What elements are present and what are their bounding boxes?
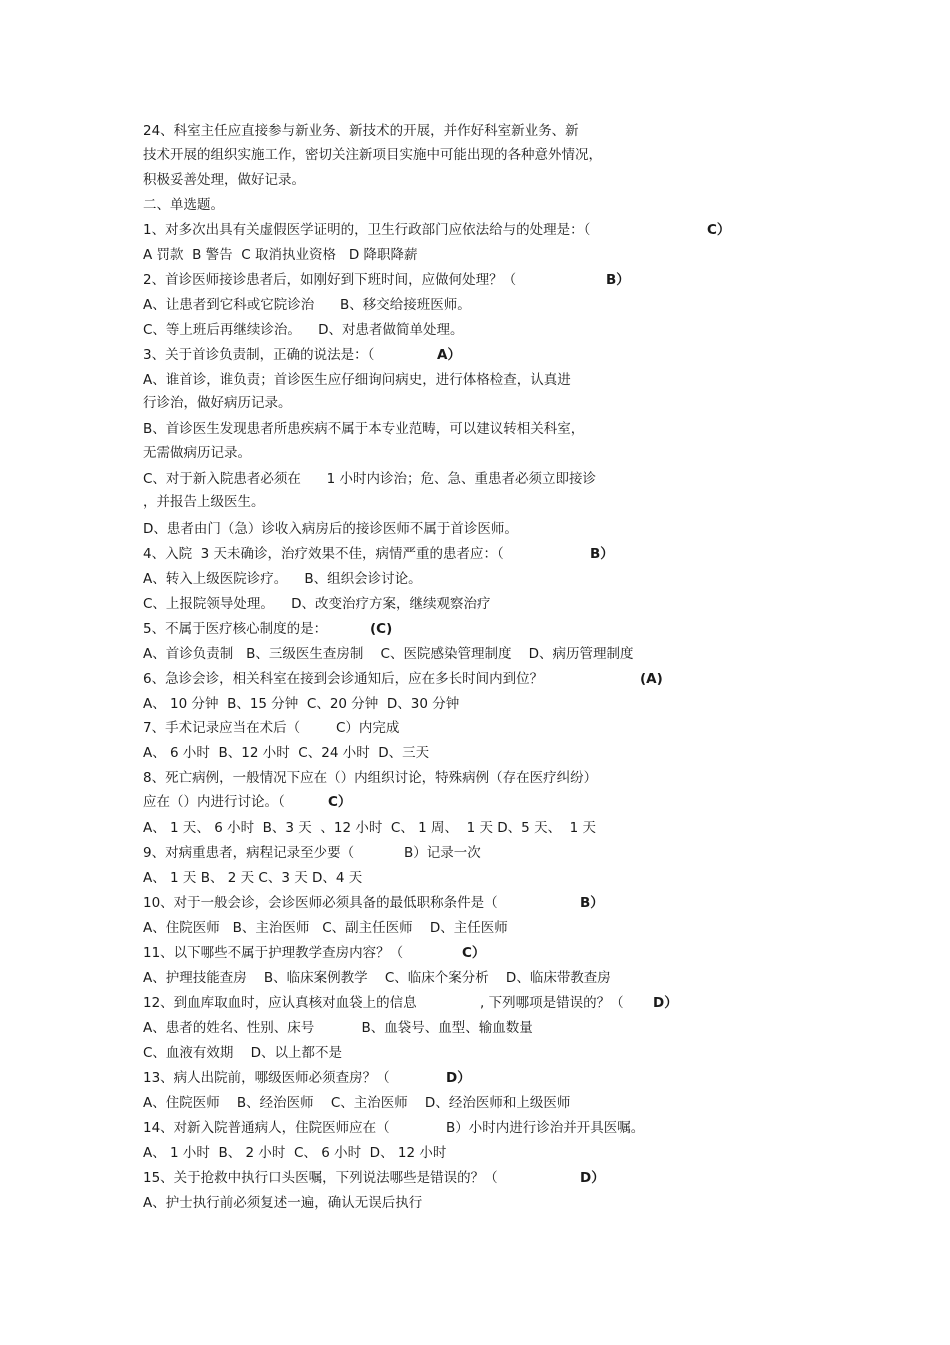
question-5: 5、不属于医疗核心制度的是： <box>143 621 328 637</box>
options-3: 无需做病历记录。 <box>143 445 251 461</box>
options-8: A、 1 天、 6 小时 B、3 天 、12 小时 C、 1 周、 1 天 D、5 天、 1 天 <box>143 820 597 836</box>
text-line: 24、科室主任应直接参与新业务、新技术的开展，并作好科室新业务、新 <box>143 123 579 139</box>
text-line: 积极妥善处理，做好记录。 <box>143 172 305 188</box>
answer-5: (C) <box>370 621 393 637</box>
answer-14: B）小时内进行诊治并开具医嘱。 <box>446 1120 645 1136</box>
answer-4: B） <box>590 546 614 562</box>
options-4: C、上报院领导处理。 D、改变治疗方案，继续观察治疗 <box>143 596 491 612</box>
answer-12: D） <box>653 995 678 1011</box>
options-3: A、谁首诊，谁负责；首诊医生应仔细询问病史，进行体格检查，认真进 <box>143 372 571 388</box>
answer-13: D） <box>446 1070 471 1086</box>
options-2: C、等上班后再继续诊治。 D、对患者做简单处理。 <box>143 322 464 338</box>
options-9: A、 1 天 B、 2 天 C、3 天 D、4 天 <box>143 870 363 886</box>
answer-15: D） <box>580 1170 605 1186</box>
question-10: 10、对于一般会诊，会诊医师必须具备的最低职称条件是（ <box>143 895 498 911</box>
options-3: D、患者由门（急）诊收入病房后的接诊医师不属于首诊医师。 <box>143 521 518 537</box>
question-3: 3、关于首诊负责制，正确的说法是：（ <box>143 347 375 363</box>
answer-3: A） <box>437 347 461 363</box>
options-3: C、对于新入院患者必须在 1 小时内诊治；危、急、重患者必须立即接诊 <box>143 471 597 487</box>
section-heading: 二、单选题。 <box>143 197 224 213</box>
options-13: A、住院医师 B、经治医师 C、主治医师 D、经治医师和上级医师 <box>143 1095 571 1111</box>
question-12-continued: , 下列哪项是错误的？（ <box>480 995 624 1011</box>
options-12: A、患者的姓名、性别、床号 B、血袋号、血型、输血数量 <box>143 1020 533 1036</box>
answer-7: C）内完成 <box>336 720 400 736</box>
options-3: 行诊治，做好病历记录。 <box>143 395 292 411</box>
question-12: 12、到血库取血时，应认真核对血袋上的信息 <box>143 995 417 1011</box>
options-2: A、让患者到它科或它院诊治 B、移交给接班医师。 <box>143 297 471 313</box>
options-3: ，并报告上级医生。 <box>143 494 265 510</box>
question-9: 9、对病重患者，病程记录至少要（ <box>143 845 355 861</box>
answer-1: C） <box>707 222 731 238</box>
options-10: A、住院医师 B、主治医师 C、副主任医师 D、主任医师 <box>143 920 508 936</box>
options-3: B、首诊医生发现患者所患疾病不属于本专业范畴，可以建议转相关科室， <box>143 421 585 437</box>
question-2: 2、首诊医师接诊患者后，如刚好到下班时间，应做何处理？（ <box>143 272 517 288</box>
options-7: A、 6 小时 B、12 小时 C、24 小时 D、三天 <box>143 745 430 761</box>
options-1: A 罚款 B 警告 C 取消执业资格 D 降职降薪 <box>143 247 418 263</box>
answer-9: B）记录一次 <box>404 845 481 861</box>
options-11: A、护理技能查房 B、临床案例教学 C、临床个案分析 D、临床带教查房 <box>143 970 611 986</box>
options-15: A、护士执行前必须复述一遍，确认无误后执行 <box>143 1195 423 1211</box>
options-14: A、 1 小时 B、 2 小时 C、 6 小时 D、 12 小时 <box>143 1145 447 1161</box>
answer-11: C） <box>462 945 486 961</box>
question-1: 1、对多次出具有关虚假医学证明的，卫生行政部门应依法给与的处理是：（ <box>143 222 591 238</box>
question-7: 7、手术记录应当在术后（ <box>143 720 301 736</box>
answer-2: B） <box>606 272 630 288</box>
question-14: 14、对新入院普通病人，住院医师应在（ <box>143 1120 390 1136</box>
question-11: 11、以下哪些不属于护理教学查房内容？（ <box>143 945 404 961</box>
question-13: 13、病人出院前，哪级医师必须查房？（ <box>143 1070 390 1086</box>
answer-6: (A) <box>640 671 663 687</box>
question-4: 4、入院 3 天未确诊，治疗效果不佳，病情严重的患者应：（ <box>143 546 504 562</box>
options-12: C、血液有效期 D、以上都不是 <box>143 1045 342 1061</box>
answer-8: C） <box>328 794 352 810</box>
answer-10: B） <box>580 895 604 911</box>
options-6: A、 10 分钟 B、15 分钟 C、20 分钟 D、30 分钟 <box>143 696 460 712</box>
text-line: 技术开展的组织实施工作，密切关注新项目实施中可能出现的各种意外情况， <box>143 147 602 163</box>
question-15: 15、关于抢救中执行口头医嘱，下列说法哪些是错误的？（ <box>143 1170 498 1186</box>
options-4: A、转入上级医院诊疗。 B、组织会诊讨论。 <box>143 571 422 587</box>
question-6: 6、急诊会诊，相关科室在接到会诊通知后，应在多长时间内到位？ <box>143 671 544 687</box>
question-8: 应在（）内进行讨论。（ <box>143 794 285 810</box>
options-5: A、首诊负责制 B、三级医生查房制 C、医院感染管理制度 D、病历管理制度 <box>143 646 634 662</box>
question-8: 8、死亡病例，一般情况下应在（）内组织讨论，特殊病例（存在医疗纠纷） <box>143 770 598 786</box>
